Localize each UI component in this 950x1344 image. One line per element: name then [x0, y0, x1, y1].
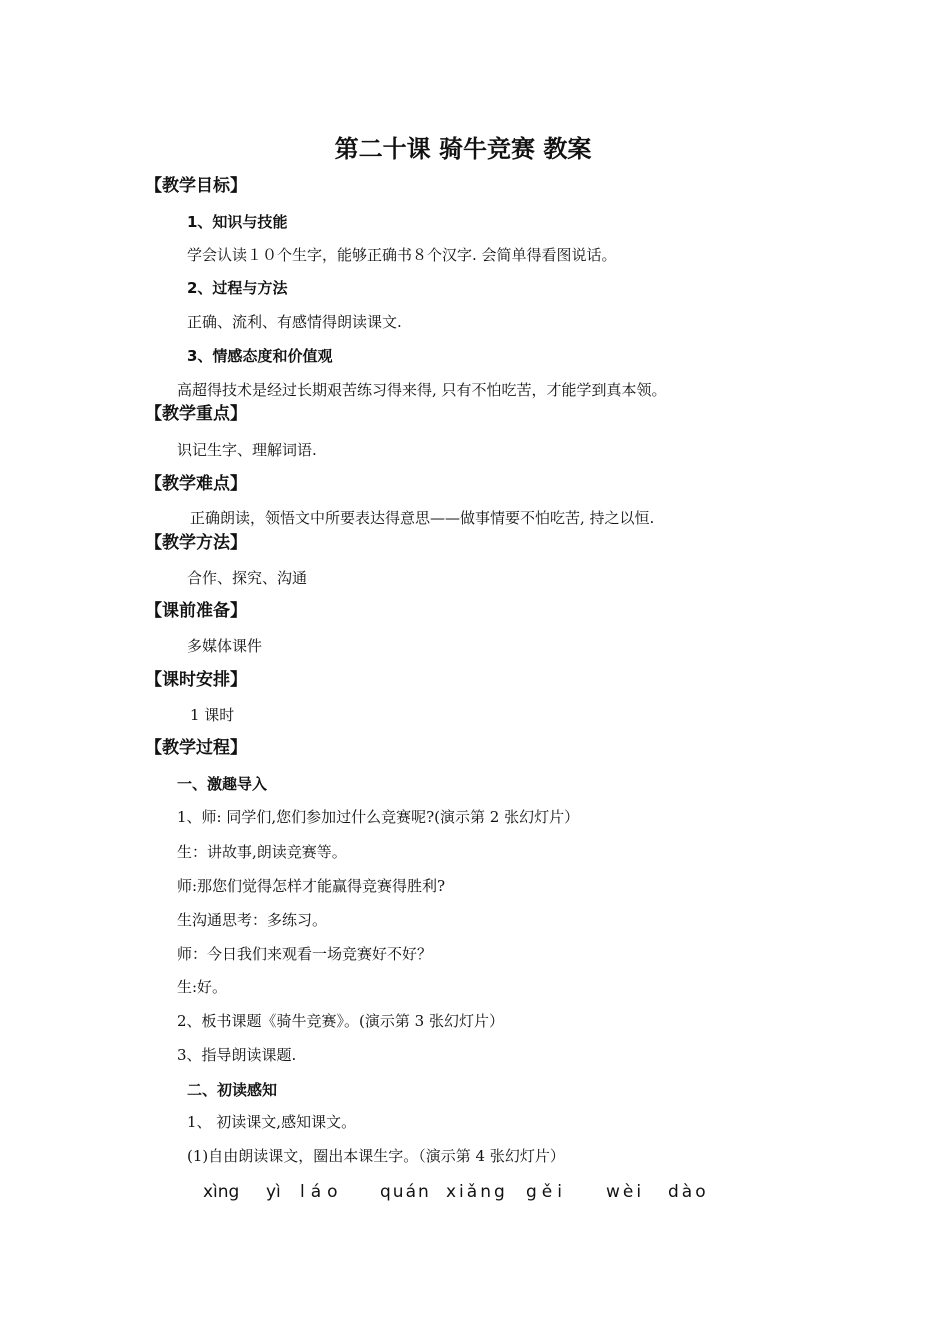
part1-label: 一、激趣导入: [177, 775, 268, 793]
pinyin-syllable: xiǎng: [446, 1182, 508, 1202]
process-line: 1、师: 同学们,您们参加过什么竞赛呢?(演示第 2 张幻灯片）: [177, 808, 580, 826]
process-line: 生沟通思考：多练习。: [177, 911, 328, 929]
pinyin-syllable: quán: [380, 1182, 431, 1202]
schedule-text: 1 课时: [190, 706, 235, 724]
process-method-label: 2、过程与方法: [187, 279, 288, 297]
emotion-label: 3、情感态度和价值观: [187, 347, 333, 365]
key-points-heading: 【教学重点】: [145, 404, 247, 424]
pinyin-syllable: láo: [300, 1182, 344, 1202]
page-title: 第二十课 骑牛竞赛 教案: [334, 135, 592, 163]
pinyin-syllable: wèi: [606, 1182, 645, 1202]
pinyin-syllable: xìng: [203, 1182, 240, 1202]
part2-label: 二、初读感知: [187, 1081, 278, 1099]
schedule-heading: 【课时安排】: [145, 670, 247, 690]
part2-item1: 1、 初读课文,感知课文。: [187, 1113, 357, 1131]
emotion-text: 高超得技术是经过长期艰苦练习得来得, 只有不怕吃苦，才能学到真本领。: [177, 381, 667, 399]
pinyin-syllable: gěi: [526, 1182, 567, 1202]
difficulties-text: 正确朗读，领悟文中所要表达得意思——做事情要不怕吃苦, 持之以恒.: [190, 509, 655, 527]
key-points-text: 识记生字、理解词语.: [177, 441, 317, 459]
preparation-heading: 【课前准备】: [145, 601, 247, 621]
methods-text: 合作、探究、沟通: [187, 569, 308, 587]
part2-item1-sub: (1)自由朗读课文，圈出本课生字。（演示第 4 张幻灯片）: [187, 1147, 565, 1165]
knowledge-text: 学会认读１０个生字，能够正确书８个汉字. 会简单得看图说话。: [187, 246, 617, 264]
process-line: 师:那您们觉得怎样才能赢得竞赛得胜利?: [177, 877, 446, 895]
process-line: 生：讲故事,朗读竞赛等。: [177, 843, 347, 861]
process-line: 生:好。: [177, 978, 228, 996]
process-line: 3、指导朗读课题.: [177, 1046, 297, 1064]
knowledge-label: 1、知识与技能: [187, 213, 288, 231]
pinyin-syllable: dào: [668, 1182, 709, 1202]
process-heading: 【教学过程】: [145, 738, 247, 758]
pinyin-row: [0, 1182, 950, 1204]
process-line: 2、板书课题《骑牛竞赛》。(演示第 3 张幻灯片）: [177, 1012, 504, 1030]
process-method-text: 正确、流利、有感情得朗读课文.: [187, 313, 402, 331]
process-line: 师：今日我们来观看一场竞赛好不好？: [177, 945, 433, 963]
goals-heading: 【教学目标】: [145, 176, 247, 196]
difficulties-heading: 【教学难点】: [145, 474, 247, 494]
methods-heading: 【教学方法】: [145, 533, 247, 553]
preparation-text: 多媒体课件: [187, 637, 263, 655]
pinyin-syllable: yì: [266, 1182, 281, 1202]
